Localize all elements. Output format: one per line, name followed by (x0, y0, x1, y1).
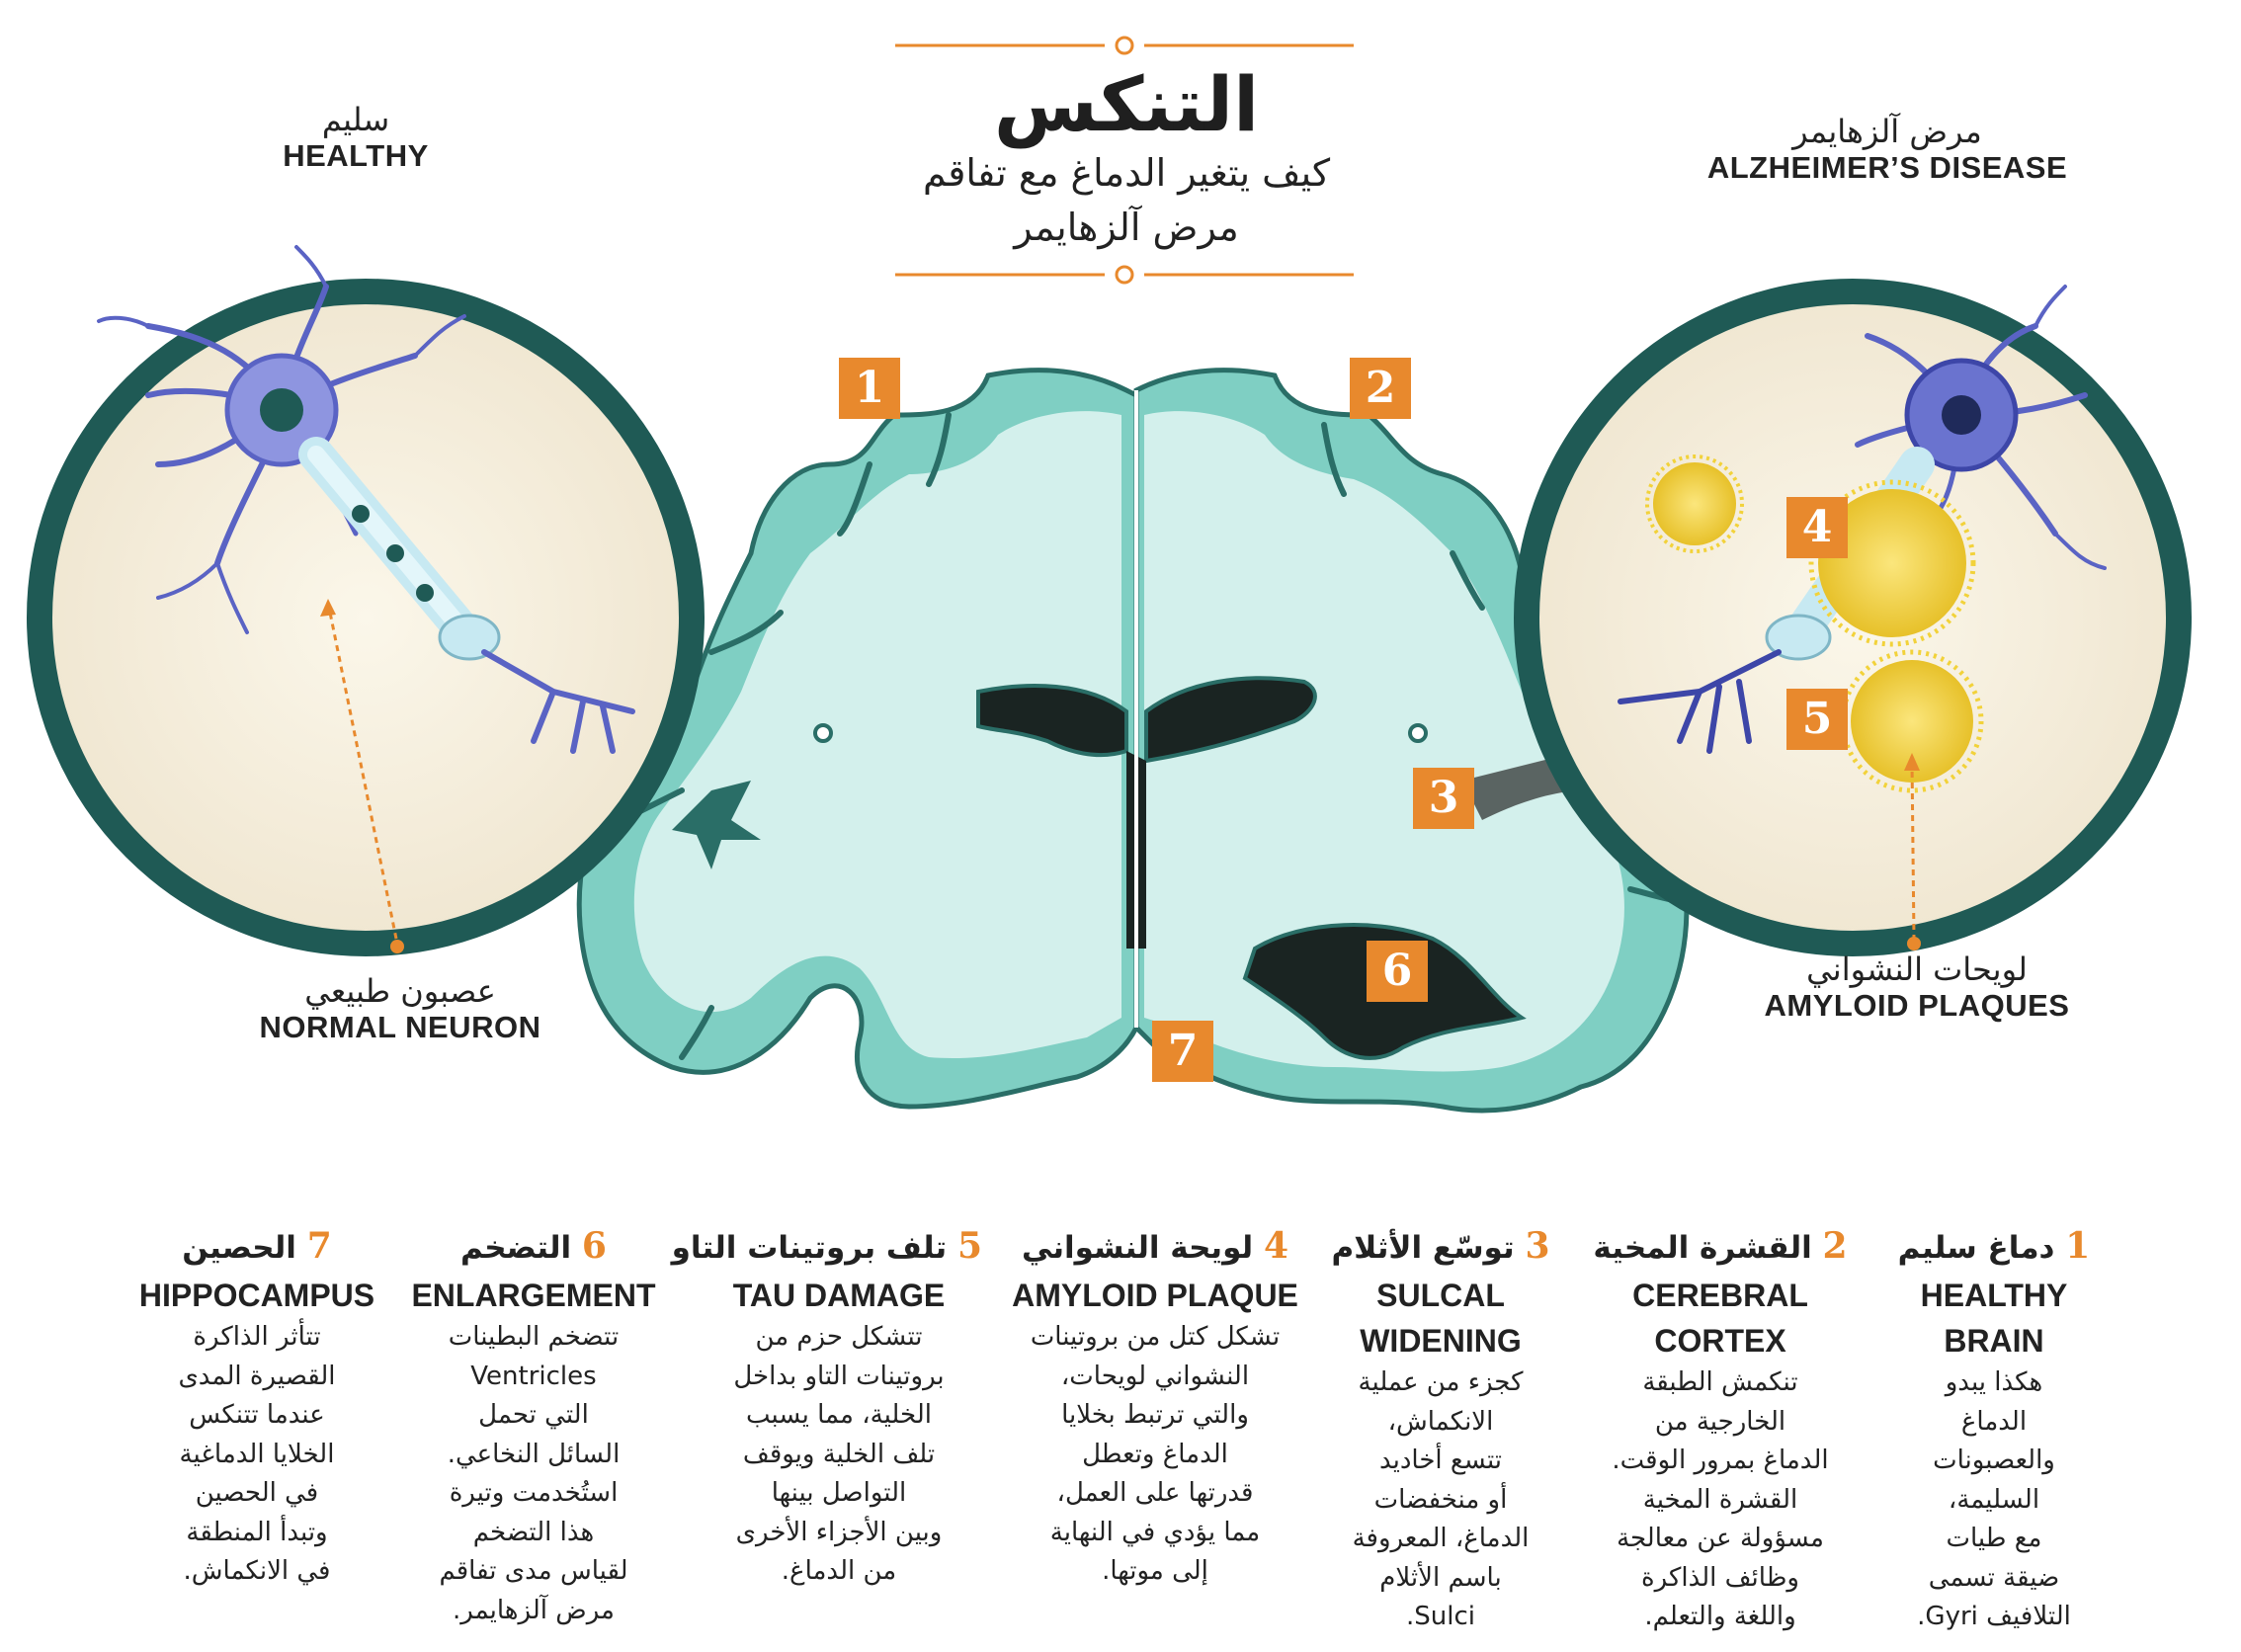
column-3-number: 3 (1525, 1225, 1550, 1267)
column-5-body-line: الخلية، مما يسبب (746, 1400, 932, 1430)
title-block (870, 30, 1383, 255)
column-5-heading: تلف بروتينات التاو (671, 1230, 948, 1266)
column-6-body-line: السائل النخاعي. (447, 1439, 621, 1469)
column-7-body-line: في الحصين (195, 1478, 319, 1508)
column-6-body-line: Ventricles (470, 1361, 597, 1391)
column-3-body-line: Sulci. (1406, 1602, 1475, 1631)
column-3-body-line: كجزء من عملية (1358, 1367, 1524, 1397)
amyloid-plaques-label-ar: لويحات النشواني (1806, 950, 2028, 988)
column-4-en-line-1: AMYLOID PLAQUE (1012, 1278, 1298, 1313)
column-2-body-line: وظائف الذاكرة (1641, 1562, 1799, 1593)
badge-5: 5 (1786, 689, 1848, 750)
column-4-number: 4 (1263, 1225, 1289, 1267)
column-5-body-line: تتشكل حزم من (755, 1322, 923, 1352)
badge-2: 2 (1350, 358, 1411, 419)
column-7-body-line: عندما تتنكس (189, 1400, 325, 1430)
column-1-body-line: هكذا يبدو (1945, 1367, 2043, 1397)
alzheimers-neuron-magnifier (1527, 287, 2179, 944)
column-1-number: 1 (2065, 1225, 2091, 1267)
column-2-body-line: تنكمش الطبقة (1642, 1367, 1798, 1397)
column-7 (128, 1225, 385, 1592)
column-2-body-line: الخارجية من (1654, 1406, 1786, 1437)
healthy-label-ar: سليم (321, 101, 390, 138)
column-5-body-line: بروتينات التاو بداخل (733, 1361, 945, 1391)
column-1-en-line-1: HEALTHY (1920, 1278, 2068, 1313)
column-3-body-line: أو منخفضات (1373, 1484, 1508, 1515)
column-1-body-line: الدماغ (1960, 1406, 2028, 1437)
column-1-body-line: السليمة، (1948, 1484, 2040, 1515)
column-3-en-line-2: WIDENING (1360, 1323, 1522, 1359)
normal-neuron-label-ar: عصبون طبيعي (304, 972, 496, 1010)
column-6-heading: التضخم (460, 1230, 572, 1266)
column-1 (1866, 1225, 2122, 1637)
column-7-body-line: الخلايا الدماغية (179, 1439, 335, 1469)
amyloid-plaques-label-en: AMYLOID PLAQUES (1764, 988, 2070, 1023)
column-2-body-line: مسؤولة عن معالجة (1617, 1524, 1824, 1553)
healthy-neuron-magnifier (40, 247, 692, 944)
column-2-en-line-2: CORTEX (1654, 1323, 1786, 1359)
column-6-body-line: استُخدمت وتيرة (449, 1478, 619, 1508)
column-5-number: 5 (956, 1225, 982, 1267)
column-3-body-line: تتسع أخاديد (1378, 1446, 1503, 1475)
column-1-en-line-2: BRAIN (1944, 1323, 2044, 1359)
badge-3: 3 (1413, 768, 1474, 829)
column-5-en-line-1: TAU DAMAGE (732, 1278, 946, 1313)
column-6-body-line: التي تحمل (478, 1400, 589, 1430)
column-7-number: 7 (306, 1225, 332, 1267)
badge-4: 4 (1786, 497, 1848, 558)
column-5-body-line: وبين الأجزاء الأخرى (735, 1517, 943, 1547)
column-6-en-line-1: ENLARGEMENT (411, 1278, 656, 1313)
column-1-body-line: ضيقة تسمى (1928, 1562, 2060, 1593)
column-7-body-line: تتأثر الذاكرة (193, 1322, 321, 1352)
page-subtitle-line2: مرض آلزهايمر (1014, 205, 1239, 249)
column-4-body-line: والتي ترتبط بخلايا (1061, 1400, 1249, 1430)
column-2-body-line: القشرة المخية (1642, 1484, 1798, 1515)
badge-1: 1 (839, 358, 900, 419)
normal-neuron-label-en: NORMAL NEURON (259, 1010, 541, 1044)
column-4-body-line: مما يؤدي في النهاية (1049, 1517, 1261, 1547)
column-4-body-line: الدماغ وتعطل (1082, 1439, 1228, 1469)
column-5-body-line: من الدماغ. (781, 1556, 897, 1586)
column-3 (1312, 1225, 1569, 1637)
page-title: التنكس (993, 60, 1260, 148)
column-7-body-line: القصيرة المدى (178, 1361, 336, 1391)
column-6-body-line: هذا التضخم (472, 1517, 595, 1547)
column-1-body-line: التلافيف Gyri. (1917, 1602, 2071, 1631)
normal-neuron-label (227, 972, 573, 1045)
column-3-en-line-1: SULCAL (1376, 1278, 1505, 1313)
column-7-en-line-1: HIPPOCAMPUS (138, 1278, 375, 1313)
column-2-number: 2 (1822, 1225, 1848, 1267)
badge-6: 6 (1367, 941, 1428, 1002)
column-5 (671, 1225, 982, 1592)
column-6-body-line: مرض آلزهايمر. (453, 1595, 615, 1625)
column-5-body-line: تلف الخلية ويوقف (742, 1439, 936, 1469)
healthy-label (227, 101, 484, 174)
healthy-label-en: HEALTHY (283, 138, 429, 173)
column-1-body-line: والعصبونات (1933, 1446, 2055, 1475)
column-2-heading: القشرة المخية (1593, 1230, 1812, 1266)
column-4-body-line: قدرتها على العمل، (1056, 1478, 1254, 1508)
column-2-body-line: واللغة والتعلم. (1644, 1602, 1796, 1631)
brain-coronal-section (579, 371, 1687, 1111)
column-5-body-line: التواصل بينها (771, 1478, 907, 1508)
column-3-body-line: باسم الأثلام (1379, 1562, 1502, 1593)
column-7-heading: الحصين (182, 1230, 296, 1266)
column-7-body-line: في الانكماش. (183, 1556, 331, 1586)
column-3-body-line: الدماغ، المعروفة (1352, 1524, 1530, 1553)
column-7-body-line: وتبدأ المنطقة (186, 1517, 328, 1547)
column-2-body-line: الدماغ بمرور الوقت. (1612, 1446, 1829, 1475)
alzheimers-label-ar: مرض آلزهايمر (1792, 113, 1982, 150)
column-3-body-line: الانكماش، (1387, 1406, 1494, 1437)
alzheimers-label (1670, 113, 2105, 186)
column-6 (405, 1225, 662, 1630)
column-1-heading: دماغ سليم (1897, 1230, 2055, 1266)
column-3-heading: توسّع الأثلام (1331, 1230, 1515, 1266)
amyloid-plaques-label (1739, 950, 2095, 1024)
page-subtitle-line1: كيف يتغير الدماغ مع تفاقم (922, 150, 1331, 195)
column-2-en-line-1: CEREBRAL (1632, 1278, 1808, 1313)
column-1-body-line: مع طيات (1946, 1524, 2042, 1553)
alzheimers-label-en: ALZHEIMER’S DISEASE (1706, 150, 2068, 185)
column-6-body-line: لقياس مدى تفاقم (439, 1556, 628, 1586)
column-6-number: 6 (581, 1225, 607, 1267)
column-4-body-line: إلى موتها. (1102, 1556, 1208, 1586)
column-4-body-line: النشواني لويحات، (1060, 1361, 1250, 1391)
column-6-body-line: تتضخم البطينات (448, 1322, 620, 1352)
column-4-body-line: تشكل كتل من بروتينات (1030, 1322, 1281, 1352)
column-4-heading: لويحة النشواني (1021, 1230, 1254, 1266)
badge-7: 7 (1152, 1021, 1213, 1082)
column-4 (1012, 1225, 1298, 1592)
column-2 (1592, 1225, 1849, 1637)
